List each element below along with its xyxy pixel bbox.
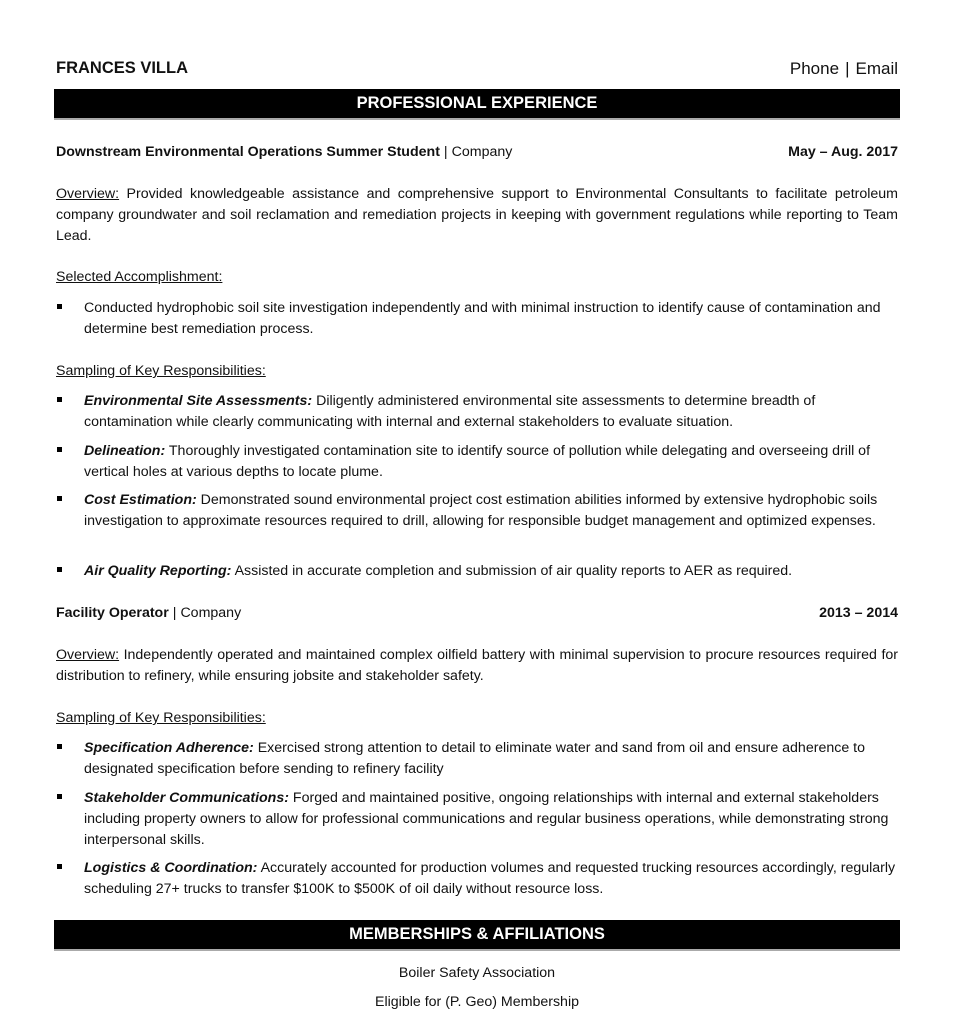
bullet-square-icon	[57, 567, 62, 572]
job-company: Company	[451, 144, 513, 160]
job-separator: |	[172, 605, 177, 621]
overview-label: Overview:	[56, 647, 120, 663]
responsibility-item	[56, 738, 898, 780]
responsibility-text: Thoroughly investigated contamination site to identify source of pollution while delegating and overseeing drill of vertical holes at various depths to locate plume.	[84, 443, 871, 480]
accomplishment-heading: Selected Accomplishment:	[56, 269, 223, 285]
responsibility-item	[56, 561, 898, 582]
candidate-name: FRANCES VILLA	[56, 58, 188, 77]
job-header	[56, 142, 898, 163]
accomplishment-text: Conducted hydrophobic soil site investigation independently and with minimal instruction to identify cause of contamination and determine best remediation process.	[84, 300, 881, 337]
job-title-line	[56, 142, 512, 163]
responsibility-text: Accurately accounted for production volumes and requested trucking resources accordingly, regularly scheduling 27+ trucks to transfer $100K to $500K of oil daily without resource loss.	[84, 860, 896, 897]
contact-info	[790, 58, 898, 79]
accomplishment-item	[56, 298, 898, 340]
job-overview	[56, 645, 898, 687]
responsibility-lead: Logistics & Coordination:	[84, 860, 258, 876]
bullet-square-icon	[57, 496, 62, 501]
membership-item: Eligible for (P. Geo) Membership	[375, 994, 579, 1010]
bullet-square-icon	[57, 304, 62, 309]
section-bar-memberships	[54, 920, 900, 951]
contact-separator: |	[845, 58, 850, 78]
phone-text: Phone	[789, 58, 840, 78]
responsibilities-heading: Sampling of Key Responsibilities:	[56, 363, 266, 379]
job-title: Downstream Environmental Operations Summer Student	[56, 144, 440, 160]
responsibility-lead: Specification Adherence:	[84, 740, 254, 756]
bullet-square-icon	[57, 744, 62, 749]
section-title-experience: PROFESSIONAL EXPERIENCE	[356, 94, 598, 112]
responsibility-lead: Environmental Site Assessments:	[84, 393, 313, 409]
responsibility-item	[56, 858, 898, 900]
resume-header	[56, 56, 898, 80]
responsibility-item	[56, 490, 898, 532]
job-separator: |	[443, 144, 448, 160]
bullet-square-icon	[57, 794, 62, 799]
bullet-square-icon	[57, 447, 62, 452]
job-dates: 2013 – 2014	[819, 605, 898, 621]
responsibility-text: Demonstrated sound environmental project cost estimation abilities informed by extensive hydrophobic soils investigation to approximate resources required to drill, allowing for responsible budget management and optimized expenses.	[84, 492, 878, 529]
responsibility-text: Diligently administered environmental site assessments to determine breadth of contamination while clearly communicating with internal and external stakeholders to evaluate situation.	[84, 393, 816, 430]
responsibility-text: Forged and maintained positive, ongoing relationships with internal and external stakeholders including property owners to allow for professional communications and regular business operations, while demonstrating strong interpersonal skills.	[84, 790, 889, 848]
job-company: Company	[180, 605, 242, 621]
responsibility-text: Assisted in accurate completion and submission of air quality reports to AER as required.	[231, 563, 793, 579]
responsibility-lead: Stakeholder Communications:	[84, 790, 289, 806]
job-title-line	[56, 603, 241, 624]
responsibility-item	[56, 391, 898, 433]
job-dates: May – Aug. 2017	[788, 144, 898, 160]
responsibility-lead: Air Quality Reporting:	[84, 563, 232, 579]
overview-text: Independently operated and maintained complex oilfield battery with minimal supervision to procure resources required for distribution to refinery, while ensuring jobsite and stakeholder safety.	[56, 647, 898, 684]
job-overview	[56, 184, 898, 247]
overview-text: Provided knowledgeable assistance and comprehensive support to Environmental Consultants to facilitate petroleum company groundwater and soil reclamation and remediation projects in keeping with government regulations while reporting to Team Lead.	[56, 186, 898, 244]
overview-label: Overview:	[56, 186, 120, 202]
bullet-square-icon	[57, 864, 62, 869]
responsibility-lead: Cost Estimation:	[84, 492, 197, 508]
responsibility-lead: Delineation:	[84, 443, 166, 459]
section-bar-experience	[54, 89, 900, 120]
responsibilities-heading: Sampling of Key Responsibilities:	[56, 710, 266, 726]
job-title: Facility Operator	[56, 605, 169, 621]
responsibility-text: Exercised strong attention to detail to eliminate water and sand from oil and ensure adherence to designated specification before sending to refinery facility	[84, 740, 865, 777]
responsibility-item	[56, 441, 898, 483]
responsibility-item	[56, 788, 898, 851]
membership-item: Boiler Safety Association	[398, 965, 556, 981]
section-title-memberships: MEMBERSHIPS & AFFILIATIONS	[349, 925, 605, 943]
bullet-square-icon	[57, 397, 62, 402]
email-text: Email	[855, 58, 898, 78]
job-header	[56, 603, 898, 624]
